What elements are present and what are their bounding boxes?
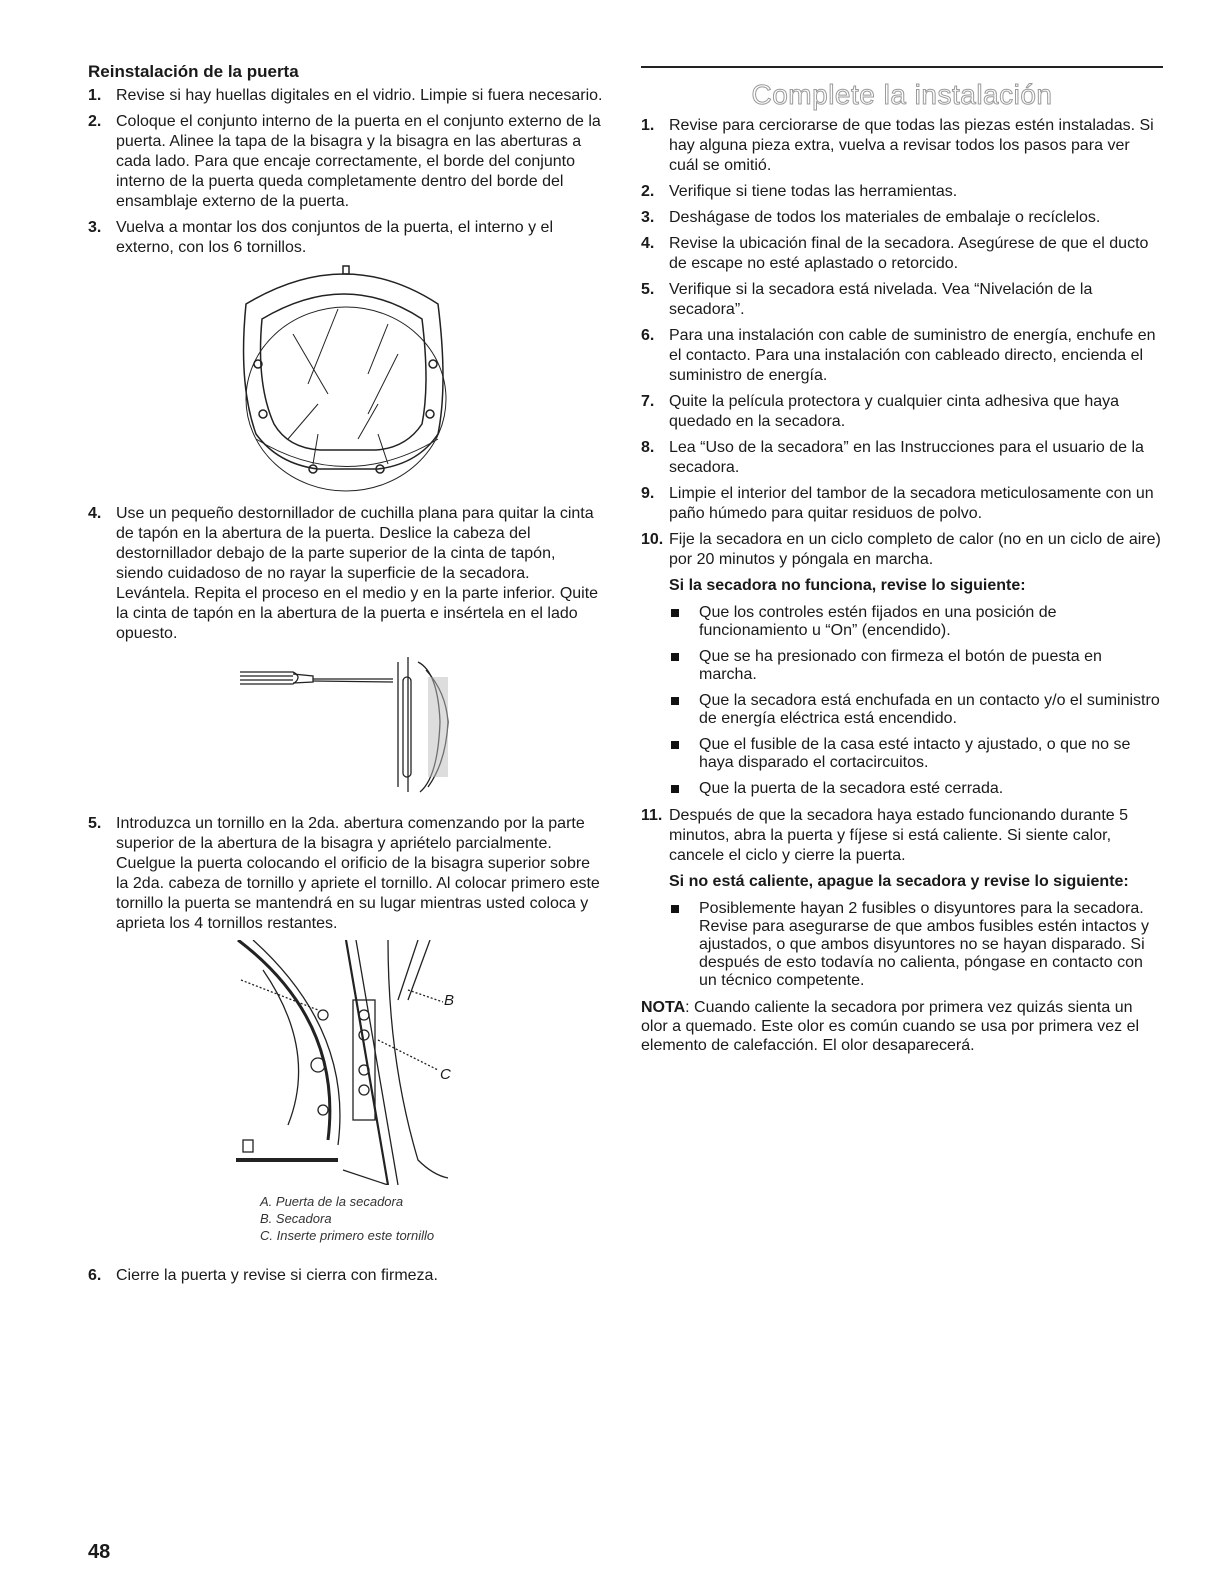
bullet-square-icon [671, 785, 679, 793]
left-column [88, 62, 606, 1292]
page-title: Complete la instalación [751, 79, 1053, 110]
step-item: 6. Cierre la puerta y revise si cierra con firmeza. [88, 1267, 438, 1284]
hinge-illustration [88, 940, 606, 1185]
section-heading: Reinstalación de la puerta [88, 62, 299, 81]
check-bullet: Que la secadora está enchufada en un contacto y/o el suministro de energía eléctrica está encendido. [669, 692, 1163, 728]
step-item: 3. Vuelva a montar los dos conjuntos de la puerta, el interno y el externo, con los 6 tornillos. [88, 219, 553, 256]
step-item: 2. Verifique si tiene todas las herramientas. [641, 183, 958, 200]
page-number: 48 [88, 1541, 111, 1563]
step-item: 5. Introduzca un tornillo en la 2da. abertura comenzando por la parte superior de la abertura de la bisagra y apriételo parcialmente. Cuelgue la puerta colocando el orificio de la bisagra superior sobre la 2da. cabeza de tornillo y apriete el tornillo. Al colocar primero este tornillo la puerta se mantendrá en su lugar mientras usted coloca y aprieta los 4 tornillos restantes. [88, 815, 600, 932]
check-bullet: Que el fusible de la casa esté intacto y ajustado, o que no se haya disparado el cortacircuitos. [669, 736, 1163, 772]
screwdriver-illustration [88, 652, 606, 802]
step-item: 1. Revise para cerciorarse de que todas las piezas estén instaladas. Si hay alguna pieza extra, vuelva a revisar todos los pasos para ver cuál se omitió. [641, 117, 1154, 174]
step-item: 1. Revise si hay huellas digitales en el vidrio. Limpie si fuera necesario. [88, 87, 603, 104]
step-item: 4. Revise la ubicación final de la secadora. Asegúrese de que el ducto de escape no esté aplastado o retorcido. [641, 235, 1149, 272]
step-item: 7. Quite la película protectora y cualquier cinta adhesiva que haya quedado en la secadora. [641, 393, 1120, 430]
check-heading: Si la secadora no funciona, revise lo siguiente: [669, 577, 1026, 594]
right-column [641, 62, 1163, 1055]
bullet-square-icon [671, 905, 679, 913]
step-item: 8. Lea “Uso de la secadora” en las Instrucciones para el usuario de la secadora. [641, 439, 1144, 476]
step-item: 2. Coloque el conjunto interno de la puerta en el conjunto externo de la puerta. Alinee la tapa de la bisagra y la bisagra en las aberturas a cada lado. Para que encaje correctamente, el borde del conjunto interno de la puerta queda completamente dentro del borde del ensamblaje externo de la puerta. [88, 113, 601, 210]
check-bullet: Que se ha presionado con firmeza el botón de puesta en marcha. [669, 648, 1163, 684]
bullet-square-icon [671, 609, 679, 617]
bullet-square-icon [671, 741, 679, 749]
step-item: 3. Deshágase de todos los materiales de embalaje o recíclelos. [641, 209, 1101, 226]
note-paragraph: NOTA: Cuando caliente la secadora por primera vez quizás sienta un olor a quemado. Este olor es común cuando se usa por primera vez el elemento de calefacción. El olor desaparecerá. [641, 999, 1140, 1054]
step-item: 9. Limpie el interior del tambor de la secadora meticulosamente con un paño húmedo para quitar residuos de polvo. [641, 485, 1154, 522]
bullet-square-icon [671, 697, 679, 705]
check-bullet: Posiblemente hayan 2 fusibles o disyuntores para la secadora. Revise para asegurarse de que ambos fusibles estén intactos y ajustados, o que ambos disyuntores no se hayan disparado. Si después de esto todavía no calienta, póngase en contacto con un técnico competente. [669, 900, 1163, 990]
step-item: 6. Para una instalación con cable de suministro de energía, enchufe en el contacto. Para una instalación con cableado directo, encienda el suministro de energía. [641, 327, 1156, 384]
label-c: C [440, 1066, 451, 1083]
step-item: 11. Después de que la secadora haya estado funcionando durante 5 minutos, abra la puerta y fíjese si está caliente. Si siente calor, cancele el ciclo y cierre la puerta. [641, 807, 1129, 864]
check-bullet: Que la puerta de la secadora esté cerrada. [669, 780, 1163, 798]
bullet-square-icon [671, 653, 679, 661]
check-heading: Si no está caliente, apague la secadora y revise lo siguiente: [669, 873, 1129, 890]
door-assembly-illustration [88, 264, 606, 494]
step-item: 10. Fije la secadora en un ciclo completo de calor (no en un ciclo de aire) por 20 minutos y póngala en marcha. [641, 531, 1161, 568]
step-item: 4. Use un pequeño destornillador de cuchilla plana para quitar la cinta de tapón en la abertura de la puerta. Deslice la cabeza del destornillador debajo de la parte superior de la cinta de tapón, siendo cuidadoso de no rayar la superficie de la secadora. Levántela. Repita el proceso en el medio y en la parte inferior. Quite la cinta de tapón en la abertura de la puerta e insértela en el lado opuesto. [88, 505, 599, 642]
label-b: B [444, 992, 455, 1009]
figure-caption: A. Puerta de la secadora B. Secadora C. Inserte primero este tornillo [260, 1194, 435, 1243]
check-bullet: Que los controles estén fijados en una posición de funcionamiento u “On” (encendido). [669, 604, 1163, 640]
step-item: 5. Verifique si la secadora está nivelada. Vea “Nivelación de la secadora”. [641, 281, 1093, 318]
